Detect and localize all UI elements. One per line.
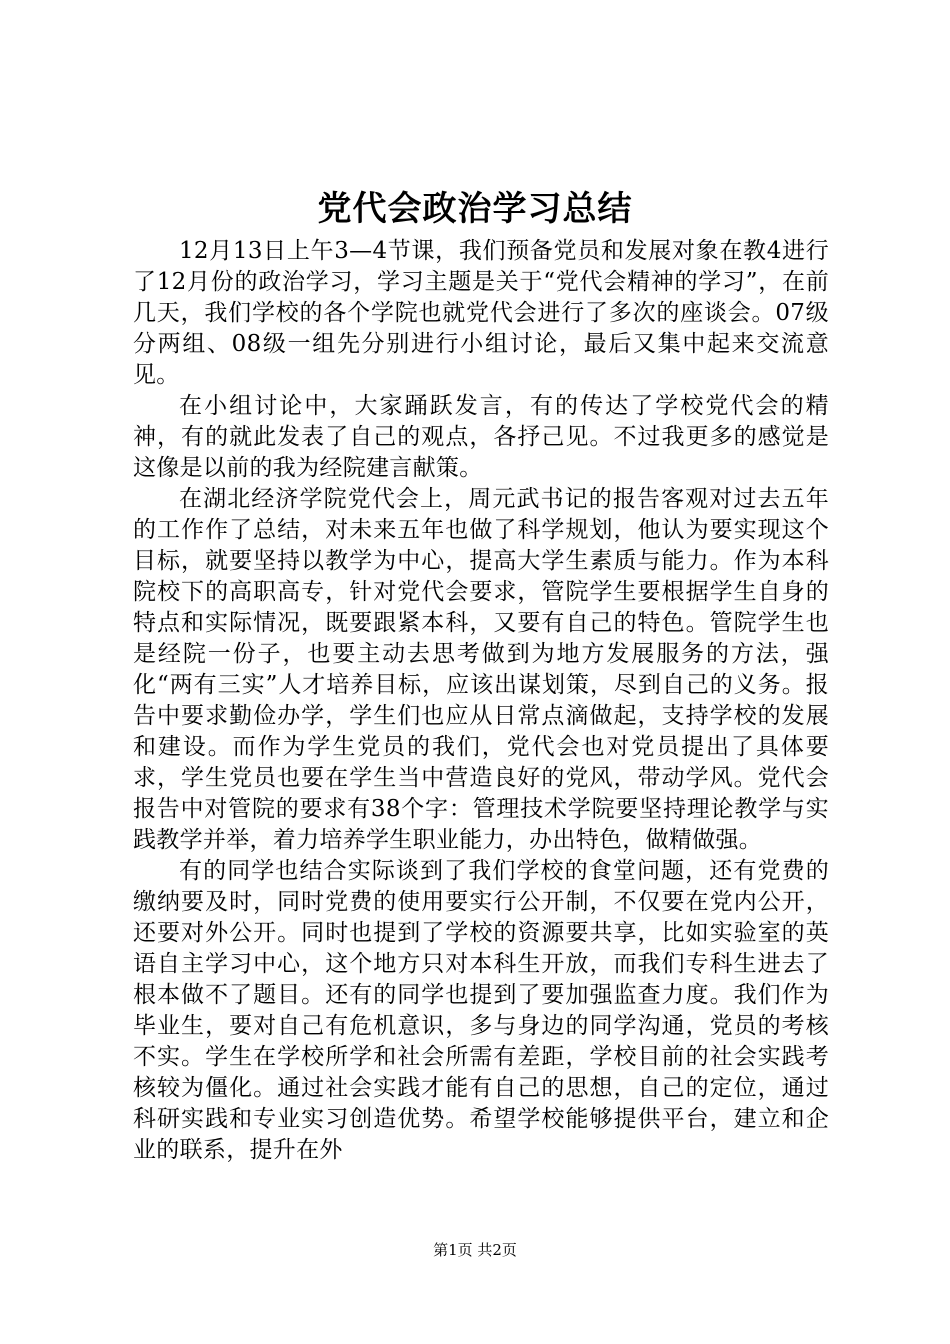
paragraph-1: 12月13日上午3—4节课，我们预备党员和发展对象在教4进行了12月份的政治学习，学习主题是关于“党代会精神的学习”，在前几天，我们学校的各个学院也就党代会进行了多次的座谈会。07级分两组、08级一组先分别进行小组讨论，最后又集中起来交流意见。 (133, 238, 829, 388)
document-title: 党代会政治学习总结 (317, 189, 633, 229)
page-number-footer: 第1页 共2页 (433, 1241, 517, 1259)
paragraph-3: 在湖北经济学院党代会上，周元武书记的报告客观对过去五年的工作作了总结，对未来五年也做了科学规划，他认为要实现这个目标，就要坚持以教学为中心，提高大学生素质与能力。作为本科院校下的高职高专，针对党代会要求，管院学生要根据学生自身的特点和实际情况，既要跟紧本科，又要有自己的特色。管院学生也是经院一份子，也要主动去思考做到为地方发展服务的方法，强化“两有三实”人才培养目标，应该出谋划策，尽到自己的义务。报告中要求勤俭办学，学生们也应从日常点滴做起，支持学校的发展和建设。而作为学生党员的我们，党代会也对党员提出了具体要求，学生党员也要在学生当中营造良好的党风，带动学风。党代会报告中对管院的要求有38个字：管理技术学院要坚持理论教学与实践教学并举，着力培养学生职业能力，办出特色，做精做强。 (133, 486, 829, 853)
paragraph-4: 有的同学也结合实际谈到了我们学校的食堂问题，还有党费的缴纳要及时，同时党费的使用要实行公开制，不仅要在党内公开，还要对外公开。同时也提到了学校的资源要共享，比如实验室的英语自主学习中心，这个地方只对本科生开放，而我们专科生进去了根本做不了题目。还有的同学也提到了要加强监查力度。我们作为毕业生，要对自己有危机意识，多与身边的同学沟通，党员的考核不实。学生在学校所学和社会所需有差距，学校目前的社会实践考核较为僵化。通过社会实践才能有自己的思想，自己的定位，通过科研实践和专业实习创造优势。希望学校能够提供平台，建立和企业的联系，提升在外 (133, 858, 829, 1163)
paragraph-2: 在小组讨论中，大家踊跃发言，有的传达了学校党代会的精神，有的就此发表了自己的观点，各抒己见。不过我更多的感觉是这像是以前的我为经院建言献策。 (133, 393, 829, 481)
document-body (133, 236, 829, 1166)
